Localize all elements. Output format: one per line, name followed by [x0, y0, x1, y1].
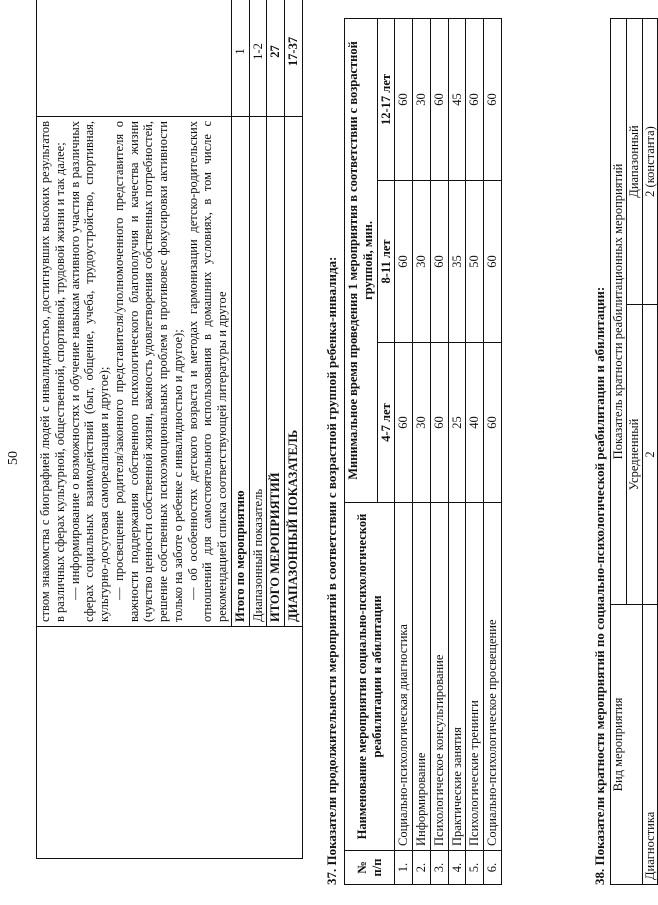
summary-label: ИТОГО МЕРОПРИЯТИЙ: [267, 117, 285, 627]
summary-value: 1: [231, 0, 249, 117]
continuation-paragraph: — информирование о возможностях и обучение навыкам активного участия в различных сферах социальных взаимодействий (быт, общение, учеба, трудоустройство, спортивная, культурно-досуговая самореализация и другое);: [67, 121, 111, 622]
row-value: 60: [430, 18, 448, 180]
row-name: Информирование: [413, 503, 431, 851]
summary-label: Диапазонный показатель: [249, 117, 267, 627]
table-row: [430, 18, 448, 884]
header-type: Вид мероприятия: [611, 605, 643, 885]
row-type: Диагностика: [642, 605, 658, 885]
row-value: 60: [395, 181, 413, 343]
row-name: Социально-психологическое просвещение: [484, 503, 502, 851]
continuation-text-cell: [37, 117, 232, 627]
row-value: 60: [484, 18, 502, 180]
row-value: 30: [413, 343, 431, 503]
row-value: 25: [448, 343, 466, 503]
section-37-heading: 37. Показатели продолжительности мероприятий в соответствии с возрастной группой ребенка-инвалида:: [324, 256, 339, 885]
header-time: Минимальное время проведения 1 мероприятия в соответствии с возрастной группой, мин.: [345, 18, 378, 502]
summary-value: 1-2: [249, 0, 267, 117]
row-value: 60: [430, 181, 448, 343]
row-num: 5.: [466, 851, 484, 885]
row-averaged: 2: [642, 305, 658, 605]
page-number: 50: [6, 451, 21, 465]
continuation-paragraph: — просвещение родителя/законного представителя/уполномоченного представителя о важности поддержания собственного психологического благополучия и качества жизни (чувство ценности собственной жизни, важность удовлетворения собственных потребностей, решение собственных психоэмоциональных проблем в противовес фокусировки активности только на заботе о ребенке с инвалидностью и другое);: [111, 121, 185, 622]
summary-label: Итого по мероприятию: [231, 117, 249, 627]
row-value: 60: [430, 343, 448, 503]
continuation-empty-cell: [37, 627, 303, 859]
row-value: 60: [466, 18, 484, 180]
row-num: 3.: [430, 851, 448, 885]
header-num: № п/п: [345, 851, 395, 885]
section-38-heading: 38. Показатели кратности мероприятий по социально-психологической реабилитации и абилитации:: [592, 286, 607, 885]
summary-value: 17-37: [285, 0, 303, 117]
row-value: 40: [466, 343, 484, 503]
row-value: 45: [448, 18, 466, 180]
row-value: 60: [395, 343, 413, 503]
table-row: [448, 18, 466, 884]
table-row: [484, 18, 502, 884]
header-indicator: Показатель кратности реабилитационных мероприятий: [611, 18, 627, 604]
table-row: [395, 18, 413, 884]
summary-label: ДИАПАЗОННЫЙ ПОКАЗАТЕЛЬ: [285, 117, 303, 627]
row-value: 30: [413, 18, 431, 180]
continuation-value-cell: [37, 0, 232, 117]
row-value: 35: [448, 181, 466, 343]
header-name: Наименование мероприятия социально-психологической реабилитации и абилитации: [345, 503, 395, 851]
header-age-group: 8-11 лет: [377, 181, 395, 343]
row-value: 60: [484, 181, 502, 343]
row-name: Психологическое консультирование: [430, 503, 448, 851]
continuation-table: [36, 0, 303, 859]
table-row: [642, 18, 658, 884]
header-range: Диапазонный: [626, 18, 642, 304]
continuation-paragraph: ством знакомства с биографией людей с инвалидностью, достигнувших высоких результатов в различных сферах культурной, общественной, спортивной, трудовой жизни и так далее;: [38, 121, 67, 622]
table-row: [466, 18, 484, 884]
row-value: 60: [484, 343, 502, 503]
table-row: [413, 18, 431, 884]
header-age-group: 12-17 лет: [377, 18, 395, 180]
frequency-table: [610, 18, 658, 885]
row-num: 2.: [413, 851, 431, 885]
row-value: 50: [466, 181, 484, 343]
continuation-paragraph: — об особенностях детского возраста и методах гармонизации детско-родительских отношений для самостоятельного использования в домашних условиях, в том числе с рекомендацией списка соответствующей литературы и другое: [185, 121, 229, 622]
row-num: 1.: [395, 851, 413, 885]
summary-value: 27: [267, 0, 285, 117]
row-name: Психологические тренинги: [466, 503, 484, 851]
duration-table: [344, 18, 502, 885]
header-age-group: 4-7 лет: [377, 343, 395, 503]
row-num: 6.: [484, 851, 502, 885]
row-range: 2 (константа): [642, 18, 658, 304]
row-num: 4.: [448, 851, 466, 885]
row-name: Практические занятия: [448, 503, 466, 851]
row-value: 30: [413, 181, 431, 343]
row-name: Социально-психологическая диагностика: [395, 503, 413, 851]
header-averaged: Усредненный: [626, 305, 642, 605]
row-value: 60: [395, 18, 413, 180]
